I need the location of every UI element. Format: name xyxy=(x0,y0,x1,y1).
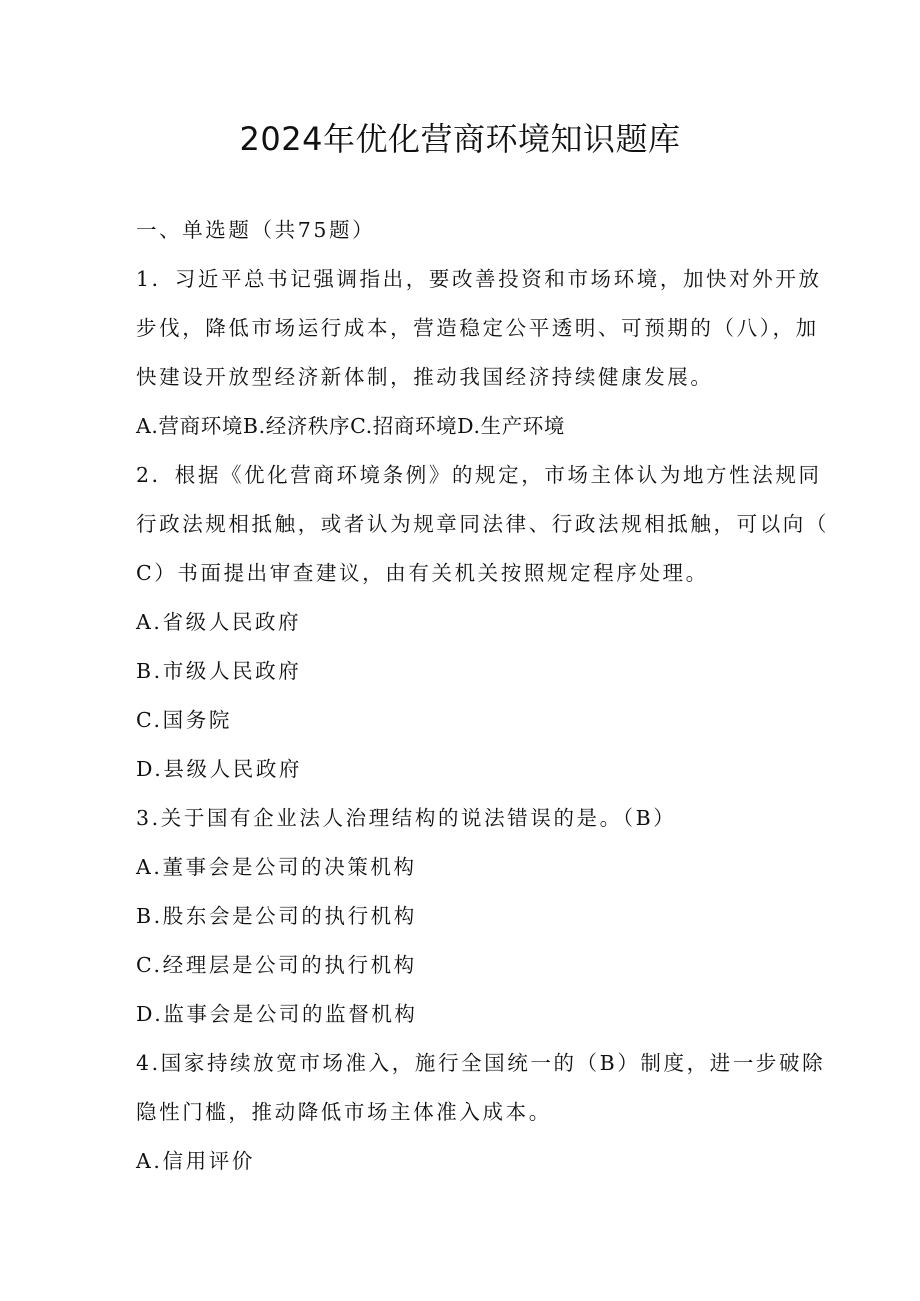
question-option: B.股东会是公司的执行机构 xyxy=(136,904,417,928)
question-1 xyxy=(136,255,822,451)
question-text-line: 隐性门槛，推动降低市场主体准入成本。 xyxy=(136,1100,552,1124)
question-text-line: C）书面提出审查建议，由有关机关按照规定程序处理。 xyxy=(136,561,709,585)
question-option: A.信用评价 xyxy=(136,1149,255,1173)
question-3 xyxy=(136,794,786,1039)
question-text-line: 快建设开放型经济新体制，推动我国经济持续健康发展。 xyxy=(136,365,714,389)
question-text-line: 1．习近平总书记强调指出，要改善投资和市场环境，加快对外开放 xyxy=(136,267,822,291)
question-text-line: 4.国家持续放宽市场准入，施行全国统一的（B）制度，进一步破除 xyxy=(136,1051,826,1075)
question-text-line: 3.关于国有企业法人治理结构的说法错误的是。（B） xyxy=(136,806,677,830)
section-heading: 一、单选题（共75题） xyxy=(136,218,376,242)
question-option: C.国务院 xyxy=(136,708,232,732)
question-option: A.省级人民政府 xyxy=(136,610,302,634)
question-option: B.市级人民政府 xyxy=(136,659,302,683)
question-text-line: 2．根据《优化营商环境条例》的规定，市场主体认为地方性法规同 xyxy=(136,463,822,487)
question-options-inline: A.营商环境B.经济秩序C.招商环境D.生产环境 xyxy=(136,414,565,438)
question-option: D.监事会是公司的监督机构 xyxy=(136,1002,418,1026)
question-text-line: 步伐，降低市场运行成本，营造稳定公平透明、可预期的（八），加 xyxy=(136,316,819,340)
question-option: C.经理层是公司的执行机构 xyxy=(136,953,417,977)
document-body xyxy=(136,206,829,1186)
question-4 xyxy=(136,1039,826,1186)
question-2 xyxy=(136,451,829,794)
question-text-line: 行政法规相抵触，或者认为规章同法律、行政法规相抵触，可以向（ xyxy=(136,512,829,536)
question-option: D.县级人民政府 xyxy=(136,757,303,781)
question-option: A.董事会是公司的决策机构 xyxy=(136,855,417,879)
document-title: 2024年优化营商环境知识题库 xyxy=(239,120,681,158)
